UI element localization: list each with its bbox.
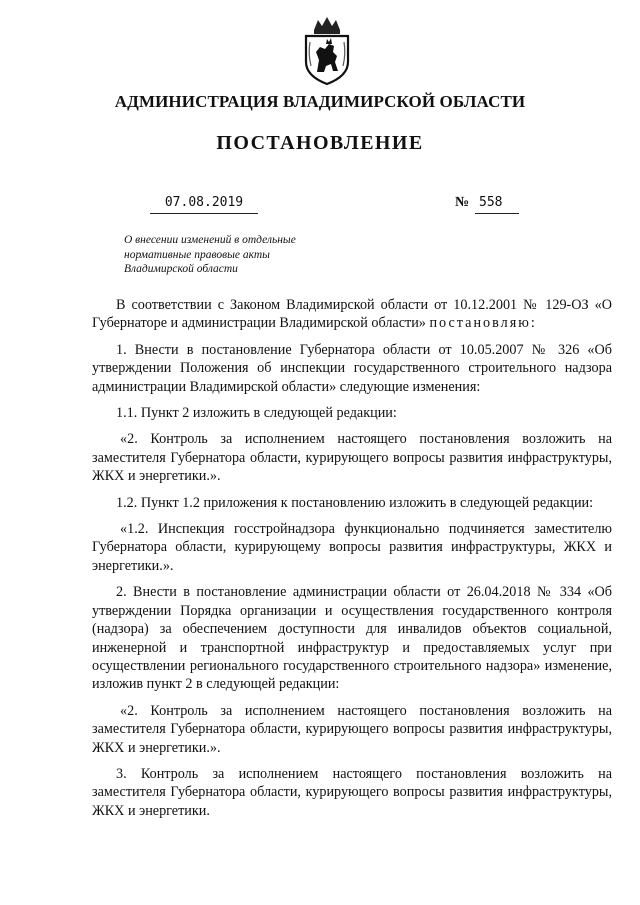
- document-body: [92, 296, 612, 828]
- document-subject: [124, 233, 344, 277]
- document-date-field: [150, 195, 258, 214]
- document-type-title: ПОСТАНОВЛЕНИЕ: [216, 132, 424, 154]
- paragraph-1: 1. Внести в постановление Губернатора области от 10.05.2007 № 326 «Об утверждении Положения об инспекции государственного строительного надзора администрации Владимирской области» следующие изменения:: [92, 341, 612, 395]
- subject-line: Владимирской области: [124, 263, 238, 275]
- document-date: 07.08.2019: [164, 195, 244, 210]
- paragraph-1-1: 1.1. Пункт 2 изложить в следующей редакции:: [116, 405, 397, 422]
- document-number: 558: [479, 195, 503, 210]
- intro-text: В соответствии с Законом Владимирской области от 10.12.2001 № 129-ОЗ «О Губернаторе и администрации Владимирской области»: [92, 297, 612, 332]
- date-underline: [150, 213, 258, 214]
- number-sign: №: [455, 195, 470, 210]
- number-underline: [475, 213, 519, 214]
- subject-line: нормативные правовые акты: [124, 248, 270, 261]
- subject-line: О внесении изменений в отдельные: [124, 234, 296, 246]
- paragraph-1-1-quote: «2. Контроль за исполнением настоящего постановления возложить на заместителя Губернатора области, курирующего вопросы развития инфраструктуры, ЖКХ и энергетики.».: [92, 431, 612, 485]
- intro-paragraph: [92, 296, 612, 333]
- organization-title: АДМИНИСТРАЦИЯ ВЛАДИМИРСКОЙ ОБЛАСТИ: [114, 92, 526, 111]
- paragraph-1-2-quote: «1.2. Инспекция госстройнадзора функционально подчиняется заместителю Губернатора области, курирующему вопросы развития инфраструктуры, ЖКХ и энергетики.».: [92, 521, 612, 574]
- coat-of-arms-icon: [300, 14, 354, 86]
- resolution-word: постановляю:: [429, 315, 537, 332]
- paragraph-2: 2. Внести в постановление администрации области от 26.04.2018 № 334 «Об утверждении Порядка организации и осуществления государственного контроля (надзора) за обеспечением доступности для инвалидов объектов социальной, инженерной и транспортной инфраструктур и предоставляемых услуг при осуществлении регионального государственного строительного надзора» изменение, изложив пункт 2 в следующей редакции:: [92, 584, 612, 693]
- paragraph-3: 3. Контроль за исполнением настоящего постановления возложить на заместителя Губернатора области, курирующего вопросы развития инфраструктуры, ЖКХ и энергетики.: [92, 765, 612, 819]
- paragraph-2-quote: «2. Контроль за исполнением настоящего постановления возложить на заместителя Губернатора области, курирующего вопросы развития инфраструктуры, ЖКХ и энергетики.».: [92, 702, 612, 756]
- paragraph-1-2: 1.2. Пункт 1.2 приложения к постановлению изложить в следующей редакции:: [116, 494, 594, 511]
